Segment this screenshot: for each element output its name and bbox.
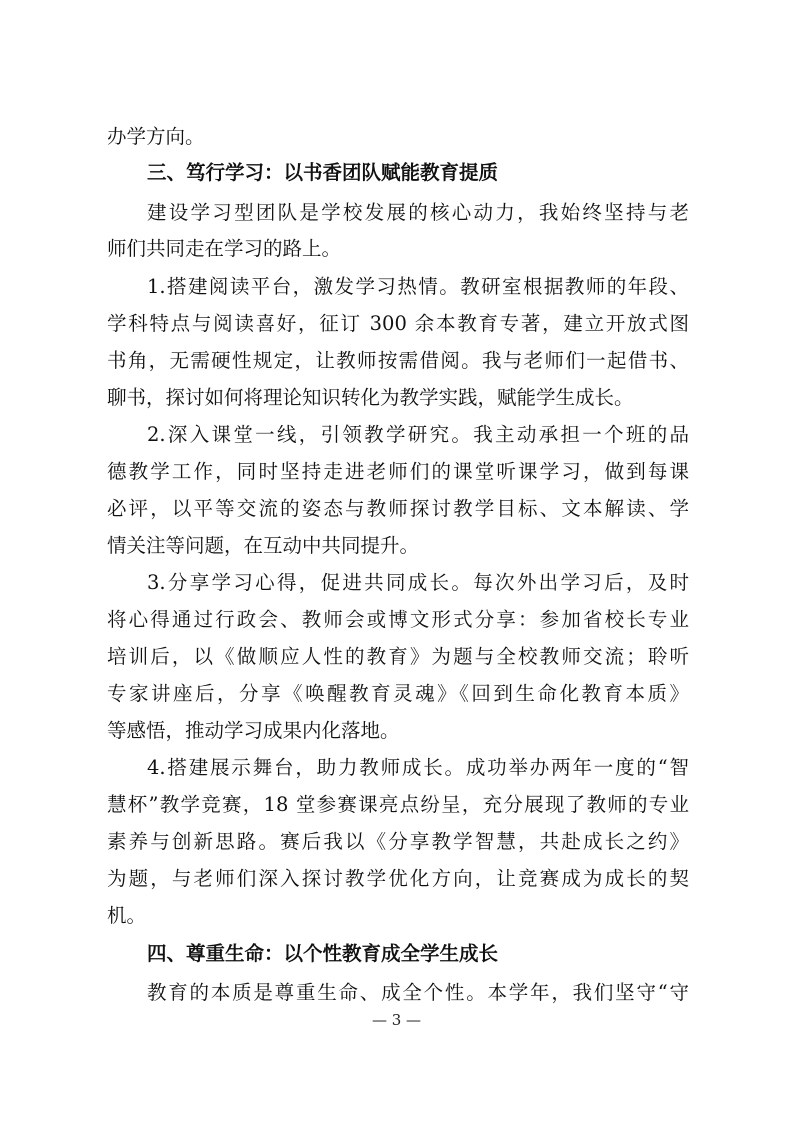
section-heading: 三、笃行学习：以书香团队赋能教育提质 xyxy=(147,161,499,184)
body-text-line: 机。 xyxy=(107,904,147,927)
body-text-line: 慧杯”教学竞赛，18 堂参赛课亮点纷呈，充分展现了教师的专业 xyxy=(107,793,689,816)
body-text-line: 为题，与老师们深入探讨教学优化方向，让竞赛成为成长的契 xyxy=(107,867,689,890)
body-text-line: 师们共同走在学习的路上。 xyxy=(107,237,342,260)
body-text-line: 等感悟，推动学习成果内化落地。 xyxy=(107,719,400,742)
paragraph-first-line: 4.搭建展示舞台，助力教师成长。成功举办两年一度的“智 xyxy=(147,756,689,779)
body-text-line: 聊书，探讨如何将理论知识转化为教学实践，赋能学生成长。 xyxy=(107,386,634,409)
body-text-line: 专家讲座后，分享《唤醒教育灵魂》《回到生命化教育本质》 xyxy=(107,682,689,705)
body-text-line: 学科特点与阅读喜好，征订 300 余本教育专著，建立开放式图 xyxy=(107,312,689,335)
body-text-line: 将心得通过行政会、教师会或博文形式分享：参加省校长专业 xyxy=(107,608,689,631)
section-heading: 四、尊重生命：以个性教育成全学生成长 xyxy=(147,942,499,965)
body-text-line: 必评，以平等交流的姿态与教师探讨教学目标、文本解读、学 xyxy=(107,497,689,520)
paragraph-first-line: 2.深入课堂一线，引领教学研究。我主动承担一个班的品 xyxy=(147,423,689,446)
body-text-line: 素养与创新思路。赛后我以《分享教学智慧，共赴成长之约》 xyxy=(107,830,689,853)
page-number: — 3 — xyxy=(371,1011,422,1029)
paragraph-first-line: 教育的本质是尊重生命、成全个性。本学年，我们坚守“守 xyxy=(147,981,689,1004)
body-text-line: 德教学工作，同时坚持走进老师们的课堂听课学习，做到每课 xyxy=(107,460,689,483)
paragraph-first-line: 1.搭建阅读平台，激发学习热情。教研室根据教师的年段、 xyxy=(147,275,689,298)
body-text-line: 办学方向。 xyxy=(107,125,205,148)
paragraph-first-line: 3.分享学习心得，促进共同成长。每次外出学习后，及时 xyxy=(147,571,689,594)
body-text-line: 培训后，以《做顺应人性的教育》为题与全校教师交流；聆听 xyxy=(107,645,689,668)
body-text-line: 情关注等问题，在互动中共同提升。 xyxy=(107,534,420,557)
paragraph-first-line: 建设学习型团队是学校发展的核心动力，我始终坚持与老 xyxy=(147,201,689,224)
body-text-line: 书角，无需硬性规定，让教师按需借阅。我与老师们一起借书、 xyxy=(107,349,689,372)
